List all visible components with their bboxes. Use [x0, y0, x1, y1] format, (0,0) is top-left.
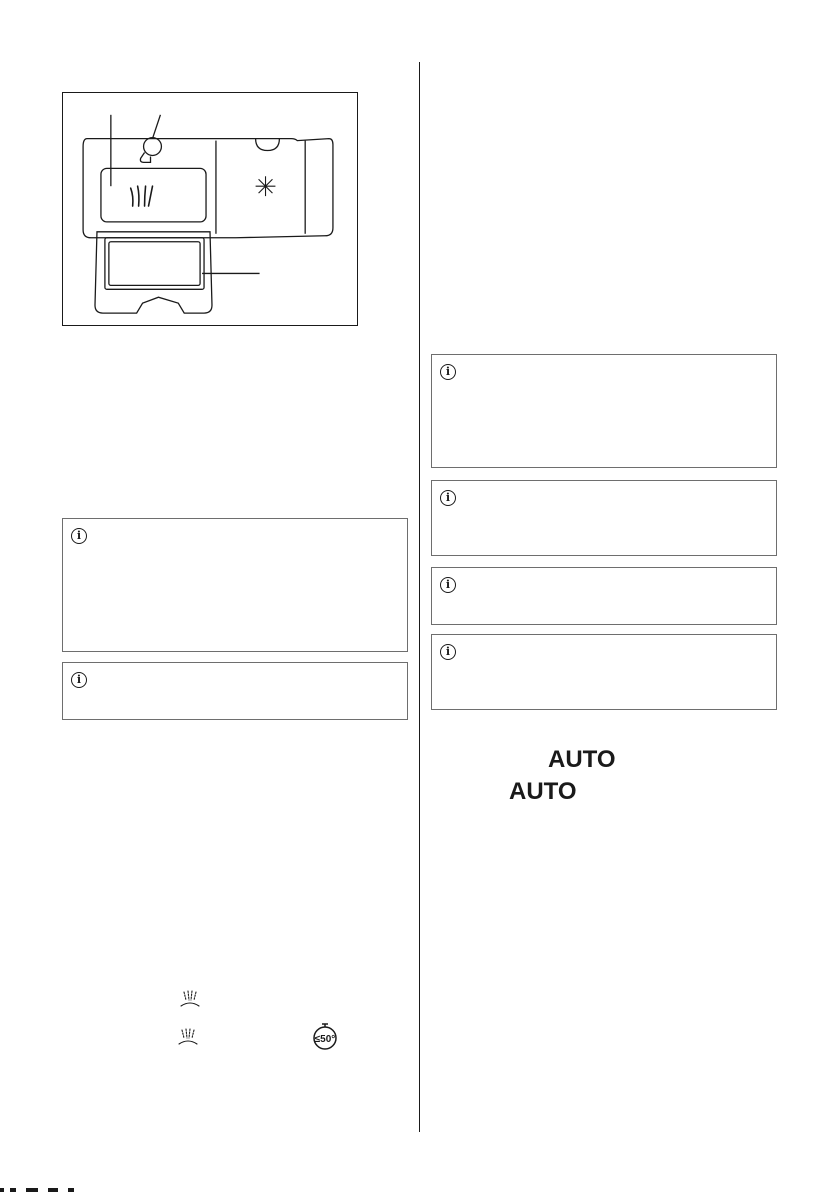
- prewash-spray-icon: [176, 1026, 200, 1048]
- dispenser-illustration: [63, 93, 357, 325]
- info-box: [62, 518, 408, 652]
- info-icon: i: [440, 364, 456, 380]
- eco-50-timer-icon: [308, 1020, 342, 1052]
- info-icon: i: [71, 672, 87, 688]
- info-box: [431, 634, 777, 710]
- info-box: [431, 354, 777, 468]
- page-edge-mark: [0, 1186, 100, 1192]
- info-icon: i: [440, 644, 456, 660]
- column-divider: [419, 62, 420, 1132]
- info-icon: i: [71, 528, 87, 544]
- info-box: [431, 480, 777, 556]
- dispenser-figure: [62, 92, 358, 326]
- info-box: [431, 567, 777, 625]
- prewash-spray-icon: [178, 988, 202, 1010]
- auto-program-label: AUTO: [548, 746, 616, 773]
- detergent-lines-icon: [131, 186, 153, 206]
- auto-program-label: AUTO: [509, 778, 577, 805]
- info-box: [62, 662, 408, 720]
- info-icon: i: [440, 490, 456, 506]
- rinse-aid-sun-icon: [256, 176, 276, 196]
- svg-text:≤50°: ≤50°: [314, 1034, 336, 1045]
- info-icon: i: [440, 577, 456, 593]
